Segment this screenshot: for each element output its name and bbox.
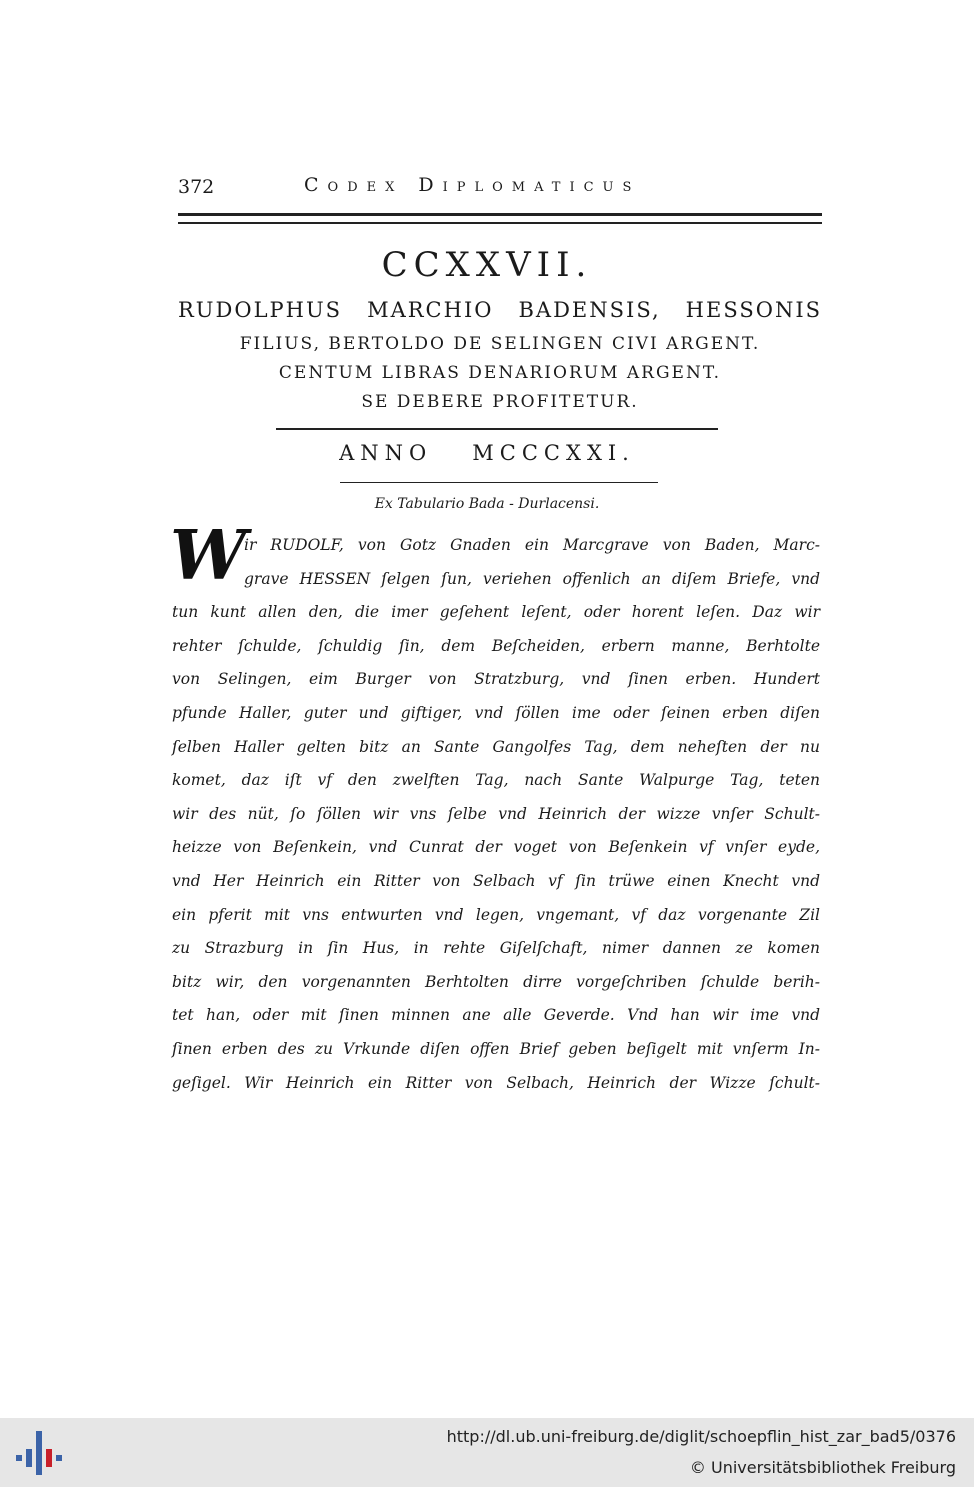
document-number: CCXXVII. <box>381 245 593 285</box>
year-value: MCCCXXI. <box>472 441 635 465</box>
header-rule-bottom <box>178 222 822 224</box>
copyright-notice: © Universitätsbibliothek Freiburg <box>689 1458 956 1477</box>
year-label: ANNO <box>339 441 433 465</box>
text-line: komet, daz iſt vf den zwelften Tag, nach Sante Walpurge Tag, teten <box>172 771 820 790</box>
text-line: rehter ſchulde, ſchuldig ſin, dem Beſcheiden, erbern manne, Berhtolte <box>172 636 820 655</box>
heading-line-3: CENTUM LIBRAS DENARIORUM ARGENT. <box>278 363 722 383</box>
text-line: grave HESSEN ſelgen ſun, veriehen offenlich an diſem Briefe, vnd <box>244 569 820 588</box>
text-line: heizze von Beſenkein, vnd Cunrat der voget von Beſenkein vf vnſer eyde, <box>172 838 820 857</box>
heading-line-2: FILIUS, BERTOLDO DE SELINGEN CIVI ARGENT. <box>239 334 761 354</box>
text-line: zu Strazburg in ſin Hus, in rehte Giſelſchaft, nimer dannen ze komen <box>172 939 820 958</box>
text-line: tun kunt allen den, die imer geſehent leſent, oder horent leſen. Daz wir <box>172 603 820 622</box>
source-note: Ex Tabulario Bada - Durlacensi. <box>374 496 600 512</box>
drop-initial: W <box>170 516 247 596</box>
ub-freiburg-logo-icon[interactable] <box>14 1429 64 1475</box>
year-line <box>0 441 974 465</box>
running-title: Codex Diplomaticus <box>304 174 641 196</box>
text-line: ein pferit mit vns entwurten vnd legen, vngemant, vf daz vorgenante Zil <box>172 905 820 924</box>
heading-line-1: RUDOLPHUS MARCHIO BADENSIS, HESSONIS <box>178 298 822 322</box>
text-line: vnd Her Heinrich ein Ritter von Selbach vf ſin trüwe einen Knecht vnd <box>172 872 820 890</box>
text-line: bitz wir, den vorgenannten Berhtolten dirre vorgeſchriben ſchulde berih- <box>172 972 820 991</box>
text-line: wir des nüt, ſo ſöllen wir vns ſelbe vnd Heinrich der wizze vnſer Schult- <box>172 804 820 823</box>
heading-divider <box>276 428 718 430</box>
permalink-url[interactable]: http://dl.ub.uni-freiburg.de/diglit/schoepflin_hist_zar_bad5/0376 <box>446 1427 956 1446</box>
text-line: pfunde Haller, guter und giftiger, vnd ſöllen ime oder ſeinen erben diſen <box>172 704 820 722</box>
text-line: tet han, oder mit ſinen minnen ane alle Geverde. Vnd han wir ime vnd <box>172 1006 820 1025</box>
text-line: ſinen erben des zu Vrkunde diſen offen Brief geben beſigelt mit vnſerm In- <box>172 1040 820 1058</box>
text-line: ir RUDOLF, von Gotz Gnaden ein Marcgrave von Baden, Marc- <box>244 536 820 554</box>
text-line: ſelben Haller gelten bitz an Sante Gangolfes Tag, dem neheſten der nu <box>172 737 820 756</box>
running-head <box>178 168 822 202</box>
footer-bar <box>0 1418 974 1487</box>
year-divider <box>340 482 658 483</box>
text-line: von Selingen, eim Burger von Stratzburg, vnd ſinen erben. Hundert <box>172 670 820 689</box>
text-line: geſigel. Wir Heinrich ein Ritter von Selbach, Heinrich der Wizze ſchult- <box>172 1073 820 1092</box>
page-number: 372 <box>178 176 215 198</box>
header-rule-top <box>178 213 822 216</box>
heading-line-4: SE DEBERE PROFITETUR. <box>361 392 639 412</box>
